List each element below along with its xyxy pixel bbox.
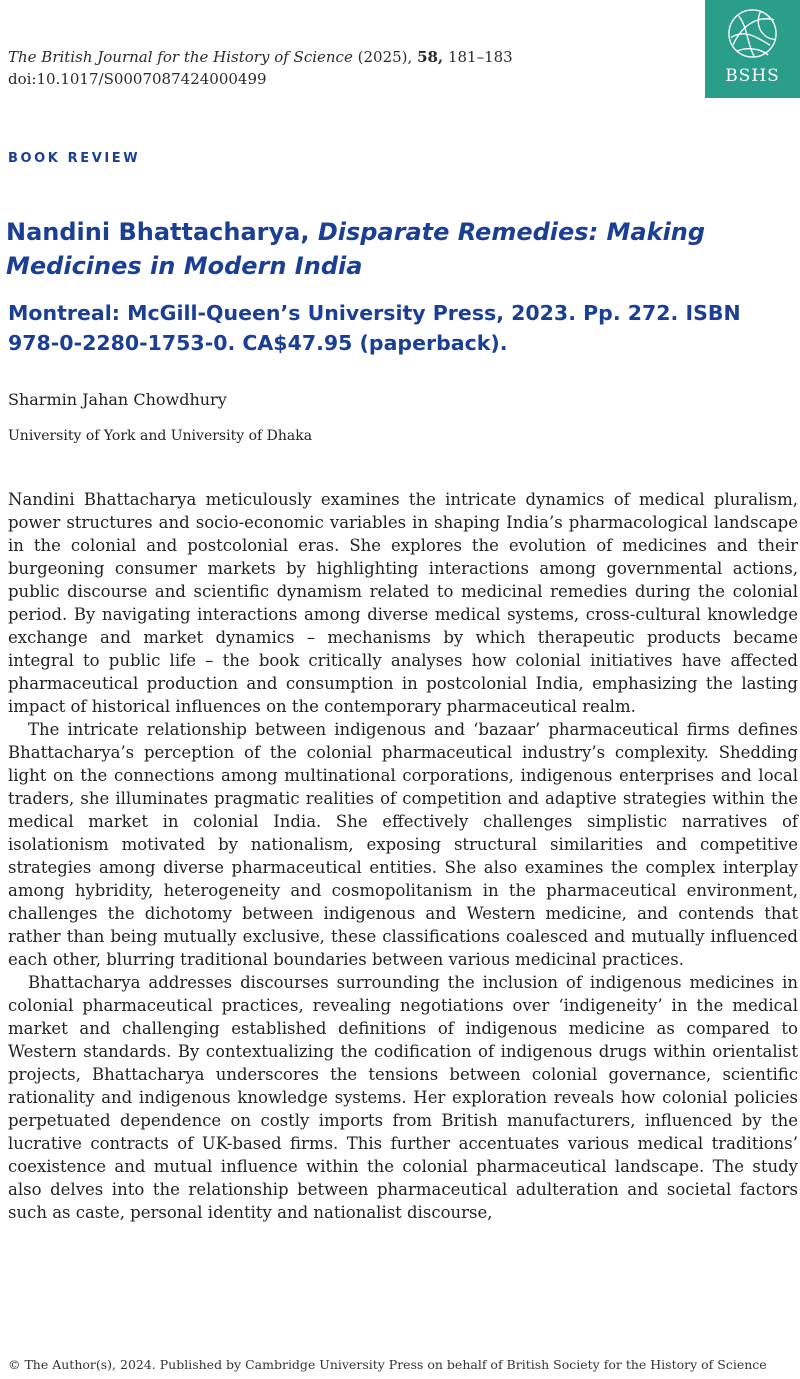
bshs-logo: [705, 0, 800, 98]
paragraph: The intricate relationship between indigenous and ‘bazaar’ pharmaceutical firms defines Bhattacharya’s perception of the colonial pharmaceutical industry’s complexity. Shedding light on the connections among multinational corporations, indigenous enterprises and local traders, she illuminates pragmatic realities of competition and adaptive strategies within the medical market in colonial India. She effectively challenges simplistic narratives of isolationism motivated by nationalism, exposing structural similarities and competitive strategies among diverse pharmaceutical entities. She also examines the complex interplay among hybridity, heterogeneity and cosmopolitanism in the pharmaceutical environment, challenges the dichotomy between indigenous and Western medicine, and contends that rather than being mutually exclusive, these classifications coalesced and mutually influenced each other, blurring traditional boundaries between various medicinal practices.: [8, 720, 798, 969]
bshs-emblem-icon: [725, 6, 780, 61]
journal-pages: 181–183: [447, 48, 513, 66]
article-title: [6, 215, 796, 283]
review-body: [8, 488, 798, 1224]
reviewer-name: Sharmin Jahan Chowdhury: [8, 390, 227, 409]
doi-link[interactable]: doi:10.1017/S0007087424000499: [8, 70, 267, 88]
journal-citation: [8, 46, 513, 90]
journal-title: The British Journal for the History of Science: [8, 48, 353, 66]
title-author: Nandini Bhattacharya,: [6, 218, 318, 246]
section-label: BOOK REVIEW: [8, 151, 141, 166]
reviewer-affiliation: University of York and University of Dhaka: [8, 428, 313, 444]
title-book: Disparate Remedies: Making Medicines in Modern India: [6, 218, 706, 280]
copyright-footer: © The Author(s), 2024. Published by Cambridge University Press on behalf of British Society for the History of Science: [8, 1357, 767, 1372]
paragraph: Bhattacharya addresses discourses surrounding the inclusion of indigenous medicines in colonial pharmaceutical practices, revealing negotiations over ‘indigeneity’ in the medical market and challenging established definitions of indigenous medicine as compared to Western standards. By contextualizing the codification of indigenous drugs within orientalist projects, Bhattacharya underscores the tensions between colonial governance, scientific rationality and indigenous knowledge systems. Her exploration reveals how colonial policies perpetuated dependence on costly imports from British manufacturers, influenced by the lucrative contracts of UK-based firms. This further accentuates various medical traditions’ coexistence and mutual influence within the colonial pharmaceutical landscape. The study also delves into the relationship between pharmaceutical adulteration and societal factors such as caste, personal identity and nationalist discourse,: [8, 973, 798, 1222]
journal-line: [8, 46, 513, 68]
logo-text: BSHS: [725, 66, 780, 86]
journal-year: (2025),: [357, 48, 413, 66]
journal-volume: 58,: [417, 48, 444, 66]
publication-details: Montreal: McGill-Queen’s University Press, 2023. Pp. 272. ISBN 978-0-2280-1753-0. CA$47.95 (paperback).: [8, 301, 741, 355]
paragraph: Nandini Bhattacharya meticulously examines the intricate dynamics of medical pluralism, power structures and socio-economic variables in shaping India’s pharmacological landscape in the colonial and postcolonial eras. She explores the evolution of medicines and their burgeoning consumer markets by highlighting interactions among governmental actions, public discourse and scientific dynamism related to medicinal remedies during the colonial period. By navigating interactions among diverse medical systems, cross-cultural knowledge exchange and market dynamics – mechanisms by which therapeutic products became integral to public life – the book critically analyses how colonial initiatives have affected pharmaceutical production and consumption in postcolonial India, emphasizing the lasting impact of historical influences on the contemporary pharmaceutical realm.: [8, 490, 798, 716]
